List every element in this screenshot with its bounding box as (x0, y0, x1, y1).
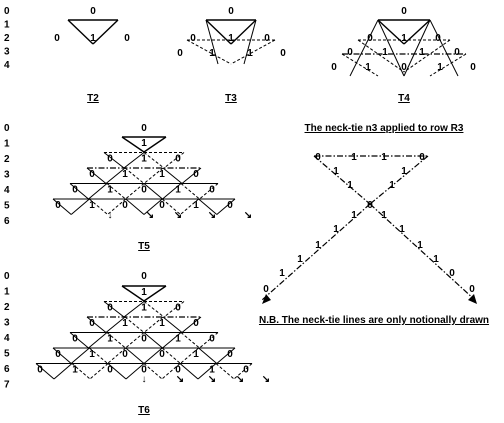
triangle-edge (144, 286, 166, 301)
triangle-edge (162, 348, 180, 364)
diagonal-arrow-icon: ↘ (235, 374, 245, 385)
t3-zero: 0 (177, 48, 183, 59)
t6-apex-zero: 0 (141, 271, 147, 282)
t3-one: 1 (247, 48, 253, 59)
caption-t4: T4 (398, 93, 410, 104)
necktie-note: N.B. The neck-tie lines are only notionally drawn (258, 315, 490, 326)
triangle-edge (144, 302, 164, 318)
necktie-one: 1 (351, 210, 357, 221)
t6-zero: 0 (107, 364, 113, 376)
t6-row-number-2: 2 (4, 302, 10, 313)
t3-apex-zero: 0 (228, 6, 234, 17)
triangle-edge (54, 364, 72, 380)
necktie-one: 1 (401, 166, 407, 177)
triangle-edge (404, 40, 450, 72)
triangle-edge (93, 20, 118, 44)
t4-one: 1 (365, 62, 371, 73)
t5-zero: 0 (141, 184, 147, 196)
t6-one: 1 (72, 364, 78, 376)
t6-one: 1 (175, 333, 181, 345)
necktie-one: 1 (333, 166, 339, 177)
t5-one: 1 (141, 138, 147, 149)
triangle-edge (144, 153, 164, 169)
t5-row-number-0: 0 (4, 123, 10, 134)
t5-zero: 0 (159, 200, 165, 211)
t6-one: 1 (159, 318, 165, 329)
down-arrow-icon: ↓ (107, 210, 113, 221)
t4-zero: 0 (367, 33, 373, 44)
t5-row-number-1: 1 (4, 138, 10, 150)
necktie-one: 1 (351, 152, 357, 163)
t3-one: 1 (228, 33, 234, 44)
t6-zero: 0 (159, 349, 165, 360)
t6-zero: 0 (227, 349, 233, 360)
t6-row-number-0: 0 (4, 271, 10, 282)
necktie-one: 1 (297, 254, 303, 265)
triangle-edge (164, 153, 184, 169)
t5-row-number-5: 5 (4, 200, 10, 212)
t6-zero: 0 (243, 364, 249, 376)
caption-t3: T3 (225, 93, 237, 104)
t4-zero: 0 (454, 47, 460, 58)
triangle-edge (126, 348, 144, 364)
t5-zero: 0 (89, 169, 95, 180)
triangle-edge (199, 348, 217, 364)
triangle-edge (181, 184, 200, 200)
t4-one: 1 (401, 33, 407, 44)
t6-one: 1 (141, 287, 147, 298)
t4-zero: 0 (470, 62, 476, 73)
t4-zero: 0 (401, 62, 407, 73)
t6-one: 1 (122, 318, 128, 329)
diagonal-arrow-icon: ↘ (175, 374, 185, 385)
row-number-0: 0 (4, 6, 10, 17)
triangle-edge (404, 20, 430, 44)
triangle-edge (125, 317, 144, 333)
t5-one: 1 (193, 200, 199, 211)
t6-zero: 0 (175, 364, 181, 376)
row-number-4: 4 (4, 60, 10, 71)
row-number-2: 2 (4, 33, 10, 44)
caption-t6: T6 (138, 405, 150, 416)
t6-one: 1 (89, 349, 95, 360)
caption-t5: T5 (138, 241, 150, 252)
necktie-one: 1 (399, 224, 405, 235)
t5-row-number-4: 4 (4, 185, 10, 196)
t5-one: 1 (159, 169, 165, 180)
t5-zero: 0 (209, 184, 215, 196)
t4-one: 1 (419, 47, 425, 58)
triangle-edge (71, 199, 89, 215)
t6-zero: 0 (37, 364, 43, 376)
t5-apex-zero: 0 (141, 123, 147, 134)
t6-zero: 0 (175, 302, 181, 314)
triangle-edge (163, 168, 182, 184)
t5-row-number-3: 3 (4, 169, 10, 181)
t6-row-number-6: 6 (4, 364, 10, 375)
triangle-edge (126, 199, 144, 215)
t5-zero: 0 (72, 184, 78, 196)
caption-t2: T2 (87, 93, 99, 104)
t5-one: 1 (141, 153, 147, 165)
t6-row-number-4: 4 (4, 333, 10, 344)
necktie-edge (370, 156, 428, 204)
necktie-edge (314, 156, 370, 204)
t3-one: 1 (209, 48, 215, 59)
t2-one: 1 (90, 33, 96, 44)
row-number-3: 3 (4, 46, 10, 58)
t5-one: 1 (122, 169, 128, 180)
diagonal-arrow-icon: ↘ (207, 210, 217, 221)
t5-zero: 0 (227, 200, 233, 211)
t5-row-number-6: 6 (4, 216, 10, 227)
t5-one: 1 (175, 184, 181, 196)
necktie-one: 1 (347, 180, 353, 191)
t3-zero: 0 (190, 33, 196, 44)
t5-row-number-2: 2 (4, 154, 10, 165)
t5-zero: 0 (193, 169, 199, 180)
triangle-edge (181, 333, 200, 349)
triangle-edge (90, 364, 108, 380)
triangle-edge (216, 364, 234, 380)
necktie-one: 1 (433, 254, 439, 265)
row-number-1: 1 (4, 19, 10, 31)
t6-zero: 0 (141, 333, 147, 345)
t6-one: 1 (107, 333, 113, 345)
t6-zero: 0 (107, 302, 113, 314)
t6-zero: 0 (122, 349, 128, 360)
necktie-one: 1 (417, 240, 423, 251)
necktie-title: The neck-tie n3 applied to row R3 (304, 123, 464, 134)
t6-one: 1 (209, 364, 215, 376)
t2-left-zero: 0 (54, 33, 60, 44)
necktie-zero: 0 (315, 152, 321, 163)
t6-zero: 0 (141, 364, 147, 376)
t2-right-zero: 0 (124, 33, 130, 44)
t4-zero: 0 (435, 33, 441, 44)
t6-zero: 0 (209, 333, 215, 345)
necktie-zero: 0 (419, 152, 425, 163)
t4-zero: 0 (331, 62, 337, 73)
triangle-edge (89, 184, 108, 200)
t3-zero: 0 (264, 33, 270, 44)
t6-zero: 0 (55, 349, 61, 360)
necktie-zero: 0 (449, 268, 455, 279)
necktie-one: 1 (381, 152, 387, 163)
triangle-edge (430, 54, 466, 76)
t6-row-number-1: 1 (4, 286, 10, 298)
triangle-edge (71, 348, 89, 364)
t5-one: 1 (107, 184, 113, 196)
t5-one: 1 (89, 200, 95, 211)
t6-zero: 0 (193, 318, 199, 329)
diagonal-arrow-icon: ↘ (173, 210, 183, 221)
necktie-one: 1 (279, 268, 285, 279)
down-arrow-icon: ↓ (141, 374, 147, 385)
necktie-one: 1 (381, 210, 387, 221)
diagonal-arrow-icon: ↘ (207, 374, 217, 385)
necktie-one: 1 (315, 240, 321, 251)
t6-one: 1 (141, 302, 147, 314)
necktie-zero: 0 (263, 284, 269, 295)
t3-zero: 0 (280, 48, 286, 59)
t6-row-number-5: 5 (4, 348, 10, 360)
t5-zero: 0 (107, 153, 113, 165)
t4-zero: 0 (347, 47, 353, 58)
necktie-zero: 0 (367, 200, 373, 211)
triangle-edge (125, 168, 144, 184)
diagonal-arrow-icon: ↘ (261, 374, 271, 385)
t6-zero: 0 (89, 318, 95, 329)
necktie-one: 1 (333, 224, 339, 235)
triangle-edge (164, 302, 184, 318)
triangle-edge (89, 333, 108, 349)
t4-one: 1 (437, 62, 443, 73)
t5-zero: 0 (122, 200, 128, 211)
t6-row-number-3: 3 (4, 317, 10, 329)
necktie-one: 1 (389, 180, 395, 191)
necktie-zero: 0 (469, 284, 475, 295)
diagonal-arrow-icon: ↘ (243, 210, 253, 221)
t5-zero: 0 (55, 200, 61, 211)
triangle-edge (163, 317, 182, 333)
t6-zero: 0 (72, 333, 78, 345)
triangle-edge (404, 20, 430, 76)
t4-one: 1 (382, 47, 388, 58)
t4-apex-zero: 0 (401, 6, 407, 17)
triangle-edge (144, 137, 166, 152)
t6-row-number-7: 7 (4, 379, 10, 391)
t2-apex-zero: 0 (90, 6, 96, 17)
t6-one: 1 (193, 349, 199, 360)
t5-zero: 0 (175, 153, 181, 165)
diagonal-arrow-icon: ↘ (145, 210, 155, 221)
